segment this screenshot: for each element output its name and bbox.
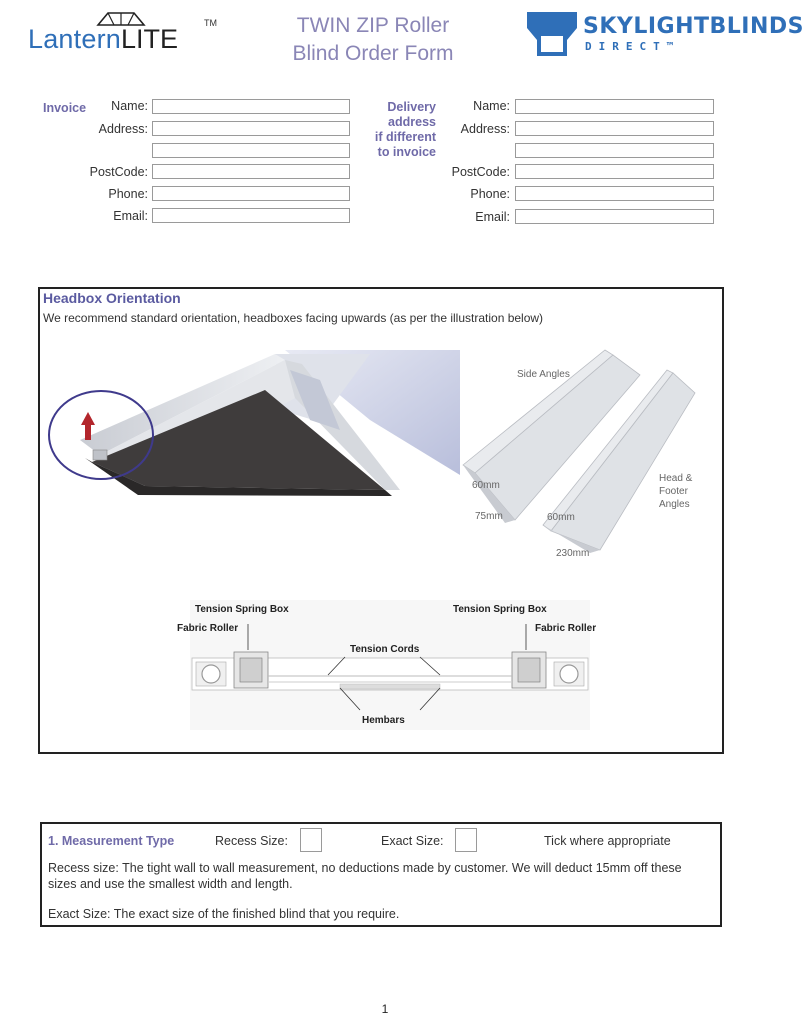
delivery-postcode-field[interactable] xyxy=(515,164,714,179)
lantern-headbox-illustration xyxy=(40,350,460,550)
delivery-label-line-2: address xyxy=(388,115,436,129)
logo-text-skylightblinds: SKYLIGHTBLINDS xyxy=(583,14,804,39)
dimension-230mm: 230mm xyxy=(556,548,590,559)
head-footer-line-3: Angles xyxy=(659,499,690,510)
delivery-section-label xyxy=(368,100,436,160)
delivery-email-field[interactable] xyxy=(515,209,714,224)
title-line-2: Blind Order Form xyxy=(292,42,454,65)
head-footer-line-1: Head & xyxy=(659,473,693,484)
delivery-postcode-label: PostCode: xyxy=(451,165,510,179)
recess-size-description xyxy=(48,860,718,892)
recess-size-checkbox[interactable] xyxy=(300,828,322,852)
delivery-label-line-1: Delivery xyxy=(387,100,436,114)
dimension-60mm-b: 60mm xyxy=(547,512,575,523)
logo-text-lantern: Lantern xyxy=(28,24,121,54)
skylight-window-icon xyxy=(527,12,577,56)
invoice-name-field[interactable] xyxy=(152,99,350,114)
invoice-section-label: Invoice xyxy=(43,101,87,115)
delivery-label-line-4: to invoice xyxy=(377,145,436,159)
delivery-phone-label: Phone: xyxy=(470,187,510,201)
head-footer-angles-label xyxy=(659,472,692,511)
dimension-60mm-a: 60mm xyxy=(472,480,500,491)
invoice-email-label: Email: xyxy=(113,209,148,223)
invoice-address-field-2[interactable] xyxy=(152,143,350,158)
lantern-lite-logo xyxy=(28,10,218,56)
title-line-1: TWIN ZIP Roller xyxy=(296,14,450,37)
invoice-postcode-label: PostCode: xyxy=(89,165,148,179)
delivery-address-label: Address: xyxy=(460,122,510,136)
logo-text-lite: LITE xyxy=(120,24,179,54)
invoice-phone-field[interactable] xyxy=(152,186,350,201)
page-title xyxy=(258,12,488,68)
delivery-address-field-2[interactable] xyxy=(515,143,714,158)
tension-spring-diagram xyxy=(190,600,590,730)
recess-desc-line-2: sizes and use the smallest width and length. xyxy=(48,877,293,891)
delivery-phone-field[interactable] xyxy=(515,186,714,201)
tick-note: Tick where appropriate xyxy=(544,834,671,848)
delivery-name-label: Name: xyxy=(473,99,510,113)
delivery-label-line-3: if different xyxy=(374,130,436,144)
tension-spring-box-left-label: Tension Spring Box xyxy=(195,604,289,615)
measurement-type-title: 1. Measurement Type xyxy=(48,834,175,848)
fabric-roller-right-label: Fabric Roller xyxy=(535,623,597,634)
headbox-subtitle: We recommend standard orientation, headboxes facing upwards (as per the illustration below) xyxy=(43,311,544,325)
invoice-phone-label: Phone: xyxy=(108,187,148,201)
delivery-address-field-1[interactable] xyxy=(515,121,714,136)
exact-size-checkbox[interactable] xyxy=(455,828,477,852)
invoice-email-field[interactable] xyxy=(152,208,350,223)
delivery-name-field[interactable] xyxy=(515,99,714,114)
delivery-email-label: Email: xyxy=(475,210,510,224)
tension-spring-box-right-label: Tension Spring Box xyxy=(453,604,547,615)
dimension-75mm: 75mm xyxy=(475,511,503,522)
page-number: 1 xyxy=(381,1002,389,1016)
invoice-address-label: Address: xyxy=(98,122,148,136)
recess-size-label: Recess Size: xyxy=(215,834,288,848)
exact-size-label: Exact Size: xyxy=(381,834,444,848)
logo-text-direct: DIRECT™ xyxy=(585,40,681,53)
head-footer-line-2: Footer xyxy=(659,486,688,497)
side-angles-label: Side Angles xyxy=(517,369,570,380)
headbox-title: Headbox Orientation xyxy=(43,290,181,306)
skylight-blinds-logo xyxy=(527,12,804,58)
logo-trademark: TM xyxy=(204,18,217,28)
invoice-address-field-1[interactable] xyxy=(152,121,350,136)
fabric-roller-left-label: Fabric Roller xyxy=(177,623,239,634)
invoice-postcode-field[interactable] xyxy=(152,164,350,179)
exact-size-description: Exact Size: The exact size of the finished blind that you require. xyxy=(48,907,400,921)
tension-cords-label: Tension Cords xyxy=(350,644,420,655)
recess-desc-line-1: Recess size: The tight wall to wall measurement, no deductions made by customer. We will deduct 15mm off these xyxy=(48,861,682,875)
hembars-label: Hembars xyxy=(362,715,405,726)
invoice-name-label: Name: xyxy=(111,99,148,113)
angles-illustration xyxy=(455,345,700,560)
